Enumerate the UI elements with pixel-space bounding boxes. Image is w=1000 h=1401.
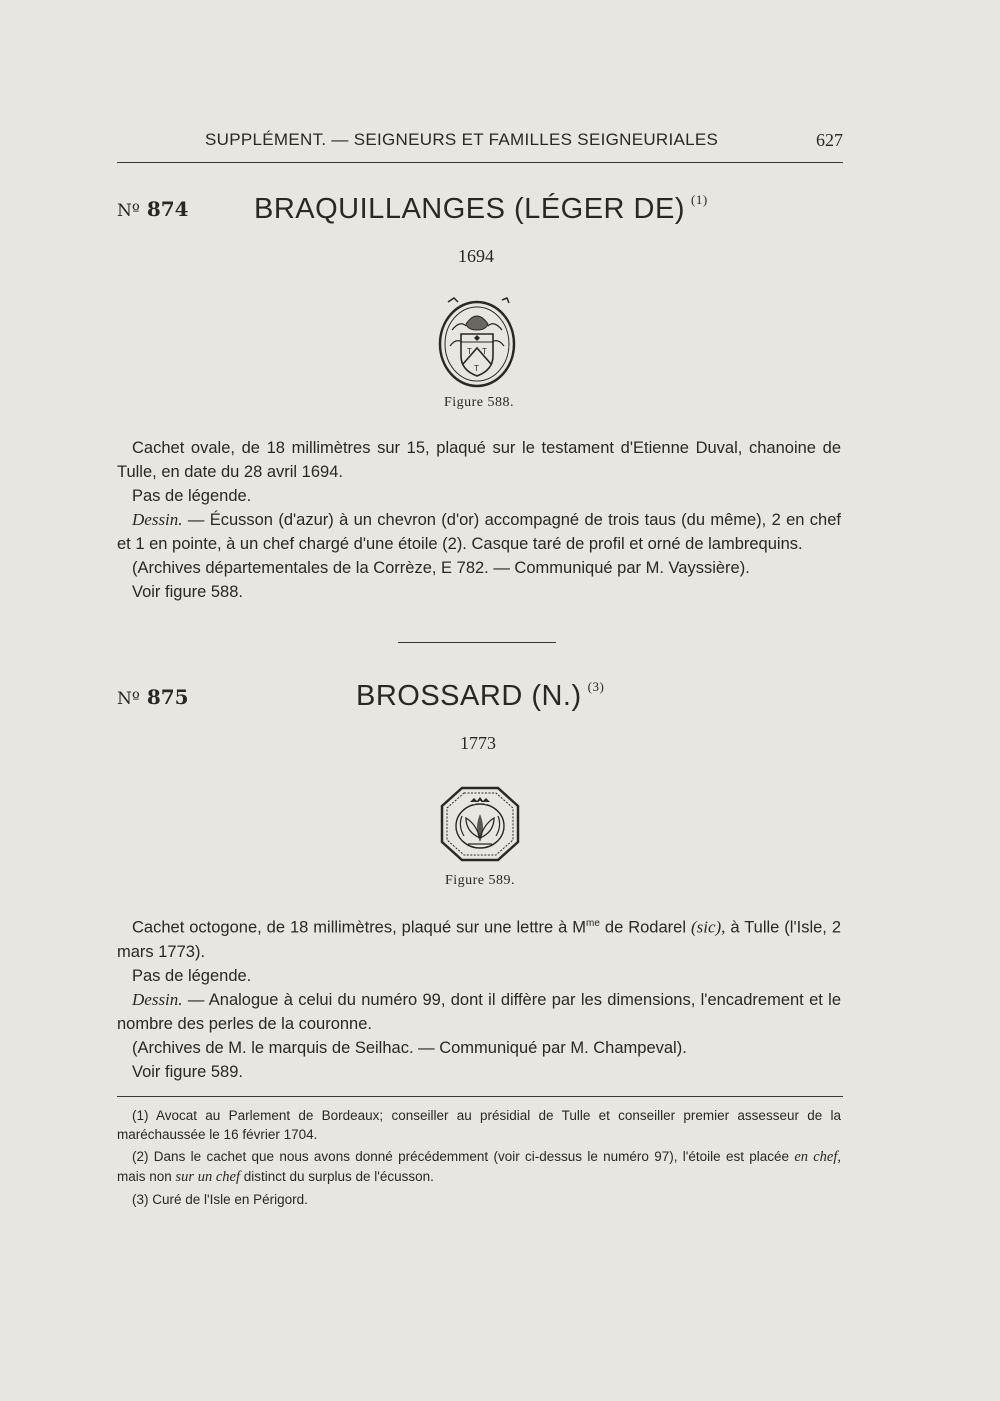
footnote-3: (3) Curé de l'Isle en Périgord. bbox=[132, 1192, 308, 1207]
design-label: Dessin. bbox=[132, 510, 183, 529]
svg-text:T: T bbox=[482, 347, 487, 356]
see-figure-paragraph: Voir figure 588. bbox=[132, 583, 243, 601]
footnote-1: (1) Avocat au Parlement de Bordeaux; conseiller au présidial de Tulle et conseiller premier assesseur de la maréchaussée le 16 février 1704. bbox=[117, 1108, 841, 1142]
entry-number-875: Nº 875 bbox=[117, 685, 189, 709]
running-head-title: SUPPLÉMENT. — SEIGNEURS ET FAMILLES SEIGNEURIALES bbox=[205, 130, 719, 149]
octagonal-seal-icon bbox=[440, 786, 520, 862]
design-label: Dessin. bbox=[132, 989, 183, 1009]
page-number: 627 bbox=[816, 130, 843, 150]
note-ref: (1) bbox=[691, 192, 708, 207]
header-rule bbox=[117, 162, 843, 163]
running-head bbox=[117, 130, 843, 154]
footnotes bbox=[117, 1106, 841, 1212]
entry-text-874 bbox=[117, 436, 841, 604]
source-paragraph: (Archives départementales de la Corrèze, E 782. — Communiqué par M. Vayssière). bbox=[132, 559, 750, 577]
entry-year-875: 1773 bbox=[460, 733, 496, 753]
svg-text:T: T bbox=[467, 347, 472, 356]
legend-paragraph: Pas de légende. bbox=[132, 966, 252, 985]
figure-caption-588: Figure 588. bbox=[443, 395, 515, 410]
entry-title-874: BRAQUILLANGES (LÉGER DE) $^{(1)}$ bbox=[254, 192, 708, 225]
entry-separator-rule bbox=[398, 642, 556, 643]
footnote-rule bbox=[117, 1096, 843, 1097]
entry-number-874: Nº 874 bbox=[117, 197, 189, 221]
figure-caption-589: Figure 589. bbox=[444, 873, 516, 888]
entry-text-875 bbox=[117, 912, 841, 1084]
description-paragraph: Cachet octogone, de 18 millimètres, plaqué sur une lettre à $M^{me}$ de Rodarel (sic), à Tulle (l'Isle, 2 mars 1773). bbox=[117, 917, 841, 961]
entry-title-875: BROSSARD (N.) $^{(3)}$ bbox=[356, 679, 605, 712]
oval-armorial-seal-icon bbox=[436, 294, 522, 388]
description-paragraph: Cachet ovale, de 18 millimètres sur 15, plaqué sur le testament d'Etienne Duval, chanoine de Tulle, en date du 28 avril 1694. bbox=[117, 439, 841, 481]
design-paragraph: Dessin. — Écusson (d'azur) à un chevron (d'or) accompagné de trois taus (du même), 2 en chef et 1 en pointe, à un chef chargé d'une étoile (2). Casque taré de profil et orné de lambrequins. bbox=[117, 510, 841, 553]
svg-text:T: T bbox=[474, 364, 479, 373]
footnote-2: (2) Dans le cachet que nous avons donné précédemment (voir ci-dessus le numéro 97), l'étoile est placée en chef, mais non sur un chef distinct du surplus de l'écusson. bbox=[117, 1149, 841, 1185]
design-paragraph: Dessin. — Analogue à celui du numéro 99, dont il diffère par les dimensions, l'encadrement et le nombre des perles de la couronne. bbox=[117, 989, 841, 1033]
legend-paragraph: Pas de légende. bbox=[132, 487, 252, 505]
see-figure-paragraph: Voir figure 589. bbox=[132, 1062, 243, 1081]
source-paragraph: (Archives de M. le marquis de Seilhac. — Communiqué par M. Champeval). bbox=[132, 1038, 687, 1057]
entry-year-874: 1694 bbox=[458, 246, 494, 266]
note-ref: (3) bbox=[587, 679, 605, 694]
